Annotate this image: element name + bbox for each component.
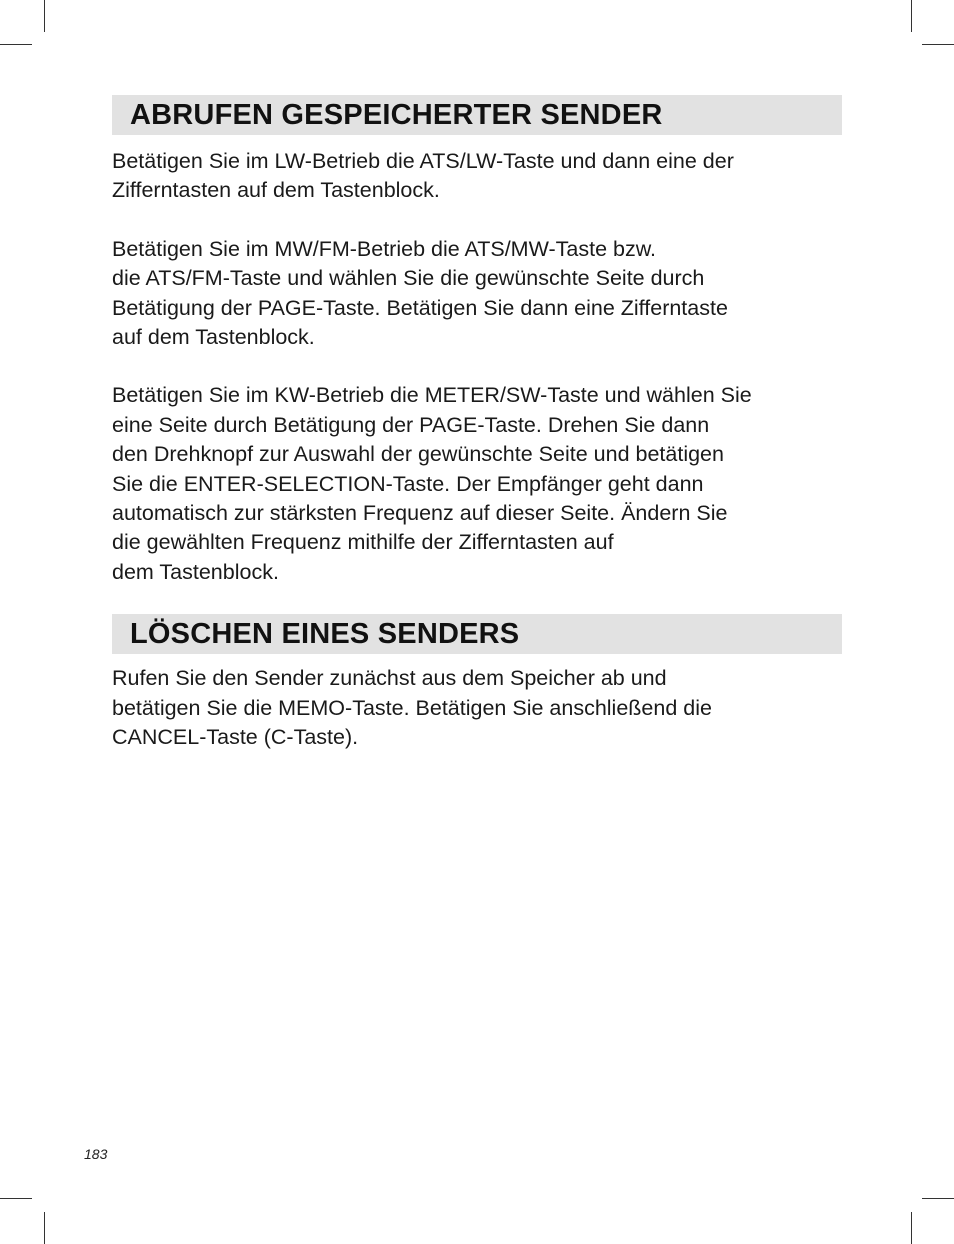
text-line: die gewählten Frequenz mithilfe der Zifferntasten auf [112,530,614,555]
paragraph-lw [112,147,842,206]
text-line: Rufen Sie den Sender zunächst aus dem Speicher ab und [112,666,667,691]
text-line: automatisch zur stärksten Frequenz auf dieser Seite. Ändern Sie [112,501,728,526]
paragraph-kw [112,381,842,587]
text-line: eine Seite durch Betätigung der PAGE-Taste. Drehen Sie dann [112,412,710,437]
text-line: Sie die ENTER-SELECTION-Taste. Der Empfänger geht dann [112,471,704,496]
crop-mark-top-left-vertical [44,0,45,32]
crop-mark-top-left-horizontal [0,44,32,45]
section-heading-bar [112,95,842,135]
text-line: die ATS/FM-Taste und wählen Sie die gewünschte Seite durch [112,266,705,291]
section-heading-recall: ABRUFEN GESPEICHERTER SENDER [130,98,663,131]
text-line: Betätigen Sie im LW-Betrieb die ATS/LW-Taste und dann eine der [112,149,734,173]
crop-mark-bottom-right-vertical [911,1212,912,1244]
text-line: Betätigen Sie im KW-Betrieb die METER/SW-Taste und wählen Sie [112,383,752,408]
crop-mark-bottom-right-horizontal [922,1198,954,1199]
text-line: Zifferntasten auf dem Tastenblock. [112,178,440,203]
text-line: Betätigung der PAGE-Taste. Betätigen Sie dann eine Zifferntaste [112,295,728,320]
paragraph-delete [112,664,842,752]
crop-mark-top-right-vertical [911,0,912,32]
section-heading-delete: LÖSCHEN EINES SENDERS [130,617,520,650]
page-content [112,95,842,753]
text-line: dem Tastenblock. [112,559,279,584]
text-line: auf dem Tastenblock. [112,325,315,350]
text-line: den Drehknopf zur Auswahl der gewünschte Seite und betätigen [112,442,724,467]
crop-mark-top-right-horizontal [922,44,954,45]
crop-mark-bottom-left-horizontal [0,1198,32,1199]
text-line: Betätigen Sie im MW/FM-Betrieb die ATS/MW-Taste bzw. [112,236,657,261]
section-heading-bar [112,614,842,654]
page-number: 183 [84,1146,108,1162]
crop-mark-bottom-left-vertical [44,1212,45,1244]
paragraph-mw-fm [112,235,842,353]
text-line: CANCEL-Taste (C-Taste). [112,725,359,750]
text-line: betätigen Sie die MEMO-Taste. Betätigen Sie anschließend die [112,695,712,720]
